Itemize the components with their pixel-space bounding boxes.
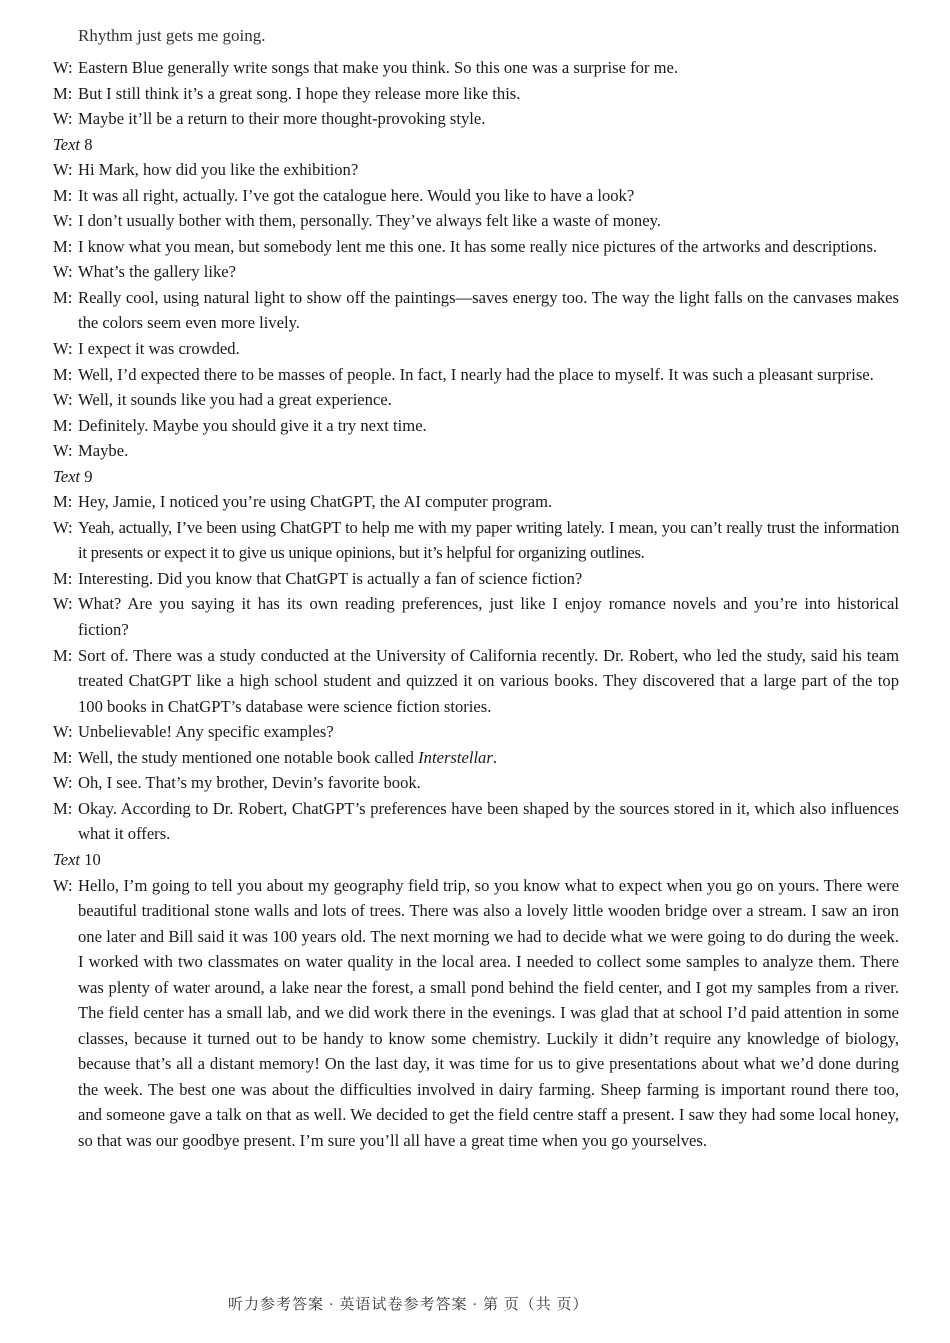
dialogue-turn [53, 336, 899, 362]
speaker-label: W: [53, 875, 73, 895]
section-heading-text-9: Text 9 [53, 466, 93, 486]
turn-text: Unbelievable! Any specific examples? [78, 722, 334, 742]
dialogue-turn [53, 438, 899, 464]
dialogue-turn [53, 489, 899, 515]
turn-text: Okay. According to Dr. Robert, ChatGPT’s preferences have been shaped by the sources stored in it, which also influences what it offers. [78, 798, 899, 844]
speaker-label: M: [53, 364, 73, 384]
turn-text: I know what you mean, but somebody lent me this one. It has some really nice pictures of the artworks and descriptions. [78, 236, 878, 256]
turn-text: Maybe. [78, 441, 129, 461]
turn-text-end: . [492, 747, 497, 767]
dialogue-turn [53, 515, 899, 566]
dialogue-turn [53, 413, 899, 439]
dialogue-turn [53, 55, 899, 81]
turn-text: I expect it was crowded. [78, 339, 240, 359]
speaker-label: W: [53, 773, 73, 793]
speaker-label: M: [53, 287, 73, 307]
dialogue-turn [53, 566, 899, 592]
speaker-label: M: [53, 645, 73, 665]
speaker-label: M: [53, 236, 73, 256]
speaker-label: W: [53, 441, 73, 461]
speaker-label: W: [53, 339, 73, 359]
speaker-label: W: [53, 722, 73, 742]
dialogue-turn [53, 208, 899, 234]
paragraph-text: Hello, I’m going to tell you about my geography field trip, so you know what to expect when you go on yours. There were beautiful traditional stone walls and lots of trees. There was also a lovely little wooden bridge over a stream. I saw an iron one later and Bill said it was 100 years old. The next morning we had to decide what we were going to do during the week. I worked with two classmates on water quality in the local area. I needed to collect some samples to analyze them. There was plenty of water around, a lake near the forest, a small pond behind the field center, and I got my samples from a river. The field center has a small lab, and we did work there in the evenings. I was glad that at school I’d paid attention in some classes, because it turned out to be handy to know some chemistry. Luckily it didn’t require any knowledge of biology, because that’s all a distant memory! On the last day, it was time for us to give presentations about what we’d done during the week. The best one was about the difficulties involved in dairy farming. Sheep farming is important round there too, and someone gave a talk on that as well. We decided to get the field centre staff a present. I saw they had some local honey, so that was our goodbye present. I’m sure you’ll all have a great time when you go yourselves. [78, 875, 899, 1150]
turn-text: Interesting. Did you know that ChatGPT is actually a fan of science fiction? [78, 568, 583, 588]
dialogue-turn [53, 719, 899, 745]
dialogue-turn [53, 796, 899, 847]
speaker-label: M: [53, 568, 73, 588]
speaker-label: M: [53, 83, 73, 103]
turn-text: Well, I’d expected there to be masses of people. In fact, I nearly had the place to myself. It was such a pleasant surprise. [78, 364, 874, 384]
speaker-label: W: [53, 262, 73, 282]
speaker-label: W: [53, 594, 73, 614]
dialogue-turn [53, 157, 899, 183]
monologue-paragraph [53, 873, 899, 1154]
dialogue-turn [53, 387, 899, 413]
cut-off-top-line: Rhythm just gets me going. [78, 26, 266, 45]
turn-text: But I still think it’s a great song. I hope they release more like this. [78, 83, 521, 103]
dialogue-turn [53, 362, 899, 388]
speaker-label: W: [53, 58, 73, 77]
dialogue-turn [53, 81, 899, 107]
dialogue-turn [53, 234, 899, 260]
dialogue-turn [53, 745, 899, 771]
turn-text: What’s the gallery like? [78, 262, 237, 282]
section-heading-text-10: Text 10 [53, 849, 101, 869]
speaker-label: M: [53, 798, 73, 818]
speaker-label: M: [53, 747, 73, 767]
speaker-label: W: [53, 211, 73, 231]
dialogue-turn [53, 770, 899, 796]
turn-text: Really cool, using natural light to show off the paintings—saves energy too. The way the light falls on the canvases makes the colors seem even more lively. [78, 287, 899, 333]
speaker-label: W: [53, 160, 73, 180]
turn-text: Definitely. Maybe you should give it a try next time. [78, 415, 427, 435]
dialogue-turn [53, 259, 899, 285]
turn-text: Sort of. There was a study conducted at the University of California recently. Dr. Robert, who led the study, said his team treated ChatGPT like a high school student and quizzed it on various books. They discovered that a large part of the top 100 books in ChatGPT’s database were science fiction stories. [78, 645, 899, 716]
book-title: Interstellar [418, 747, 493, 767]
turn-text: Hey, Jamie, I noticed you’re using ChatGPT, the AI computer program. [78, 492, 553, 512]
speaker-label: W: [53, 390, 73, 410]
dialogue-turn [53, 106, 899, 132]
speaker-label: M: [53, 415, 73, 435]
turn-text: I don’t usually bother with them, personally. They’ve always felt like a waste of money. [78, 211, 661, 231]
speaker-label: W: [53, 517, 73, 537]
speaker-label: M: [53, 492, 73, 512]
cut-off-footer: 听力参考答案 · 英语试卷参考答案 · 第 页（共 页） [228, 1297, 589, 1313]
turn-text: Hi Mark, how did you like the exhibition? [78, 160, 359, 180]
turn-text: It was all right, actually. I’ve got the catalogue here. Would you like to have a look? [78, 185, 635, 205]
turn-text: What? Are you saying it has its own reading preferences, just like I enjoy romance novels and you’re into historical fiction? [78, 594, 899, 640]
turn-text: Yeah, actually, I’ve been using ChatGPT to help me with my paper writing lately. I mean, you can’t really trust the information it presents or expect it to give us unique opinions, but it’s helpful for organizing outlines. [78, 517, 899, 563]
dialogue-turn [53, 591, 899, 642]
dialogue-turn [53, 183, 899, 209]
transcript-content [53, 55, 899, 1154]
turn-text: Eastern Blue generally write songs that make you think. So this one was a surprise for me. [78, 58, 679, 77]
speaker-label: W: [53, 109, 73, 129]
dialogue-turn [53, 643, 899, 720]
turn-text: Well, it sounds like you had a great experience. [78, 390, 392, 410]
turn-text: Oh, I see. That’s my brother, Devin’s favorite book. [78, 773, 421, 793]
speaker-label: M: [53, 185, 73, 205]
section-heading-text-8: Text 8 [53, 134, 93, 154]
turn-text: Maybe it’ll be a return to their more thought-provoking style. [78, 109, 486, 129]
turn-text: Well, the study mentioned one notable book called [78, 747, 419, 767]
dialogue-turn [53, 285, 899, 336]
